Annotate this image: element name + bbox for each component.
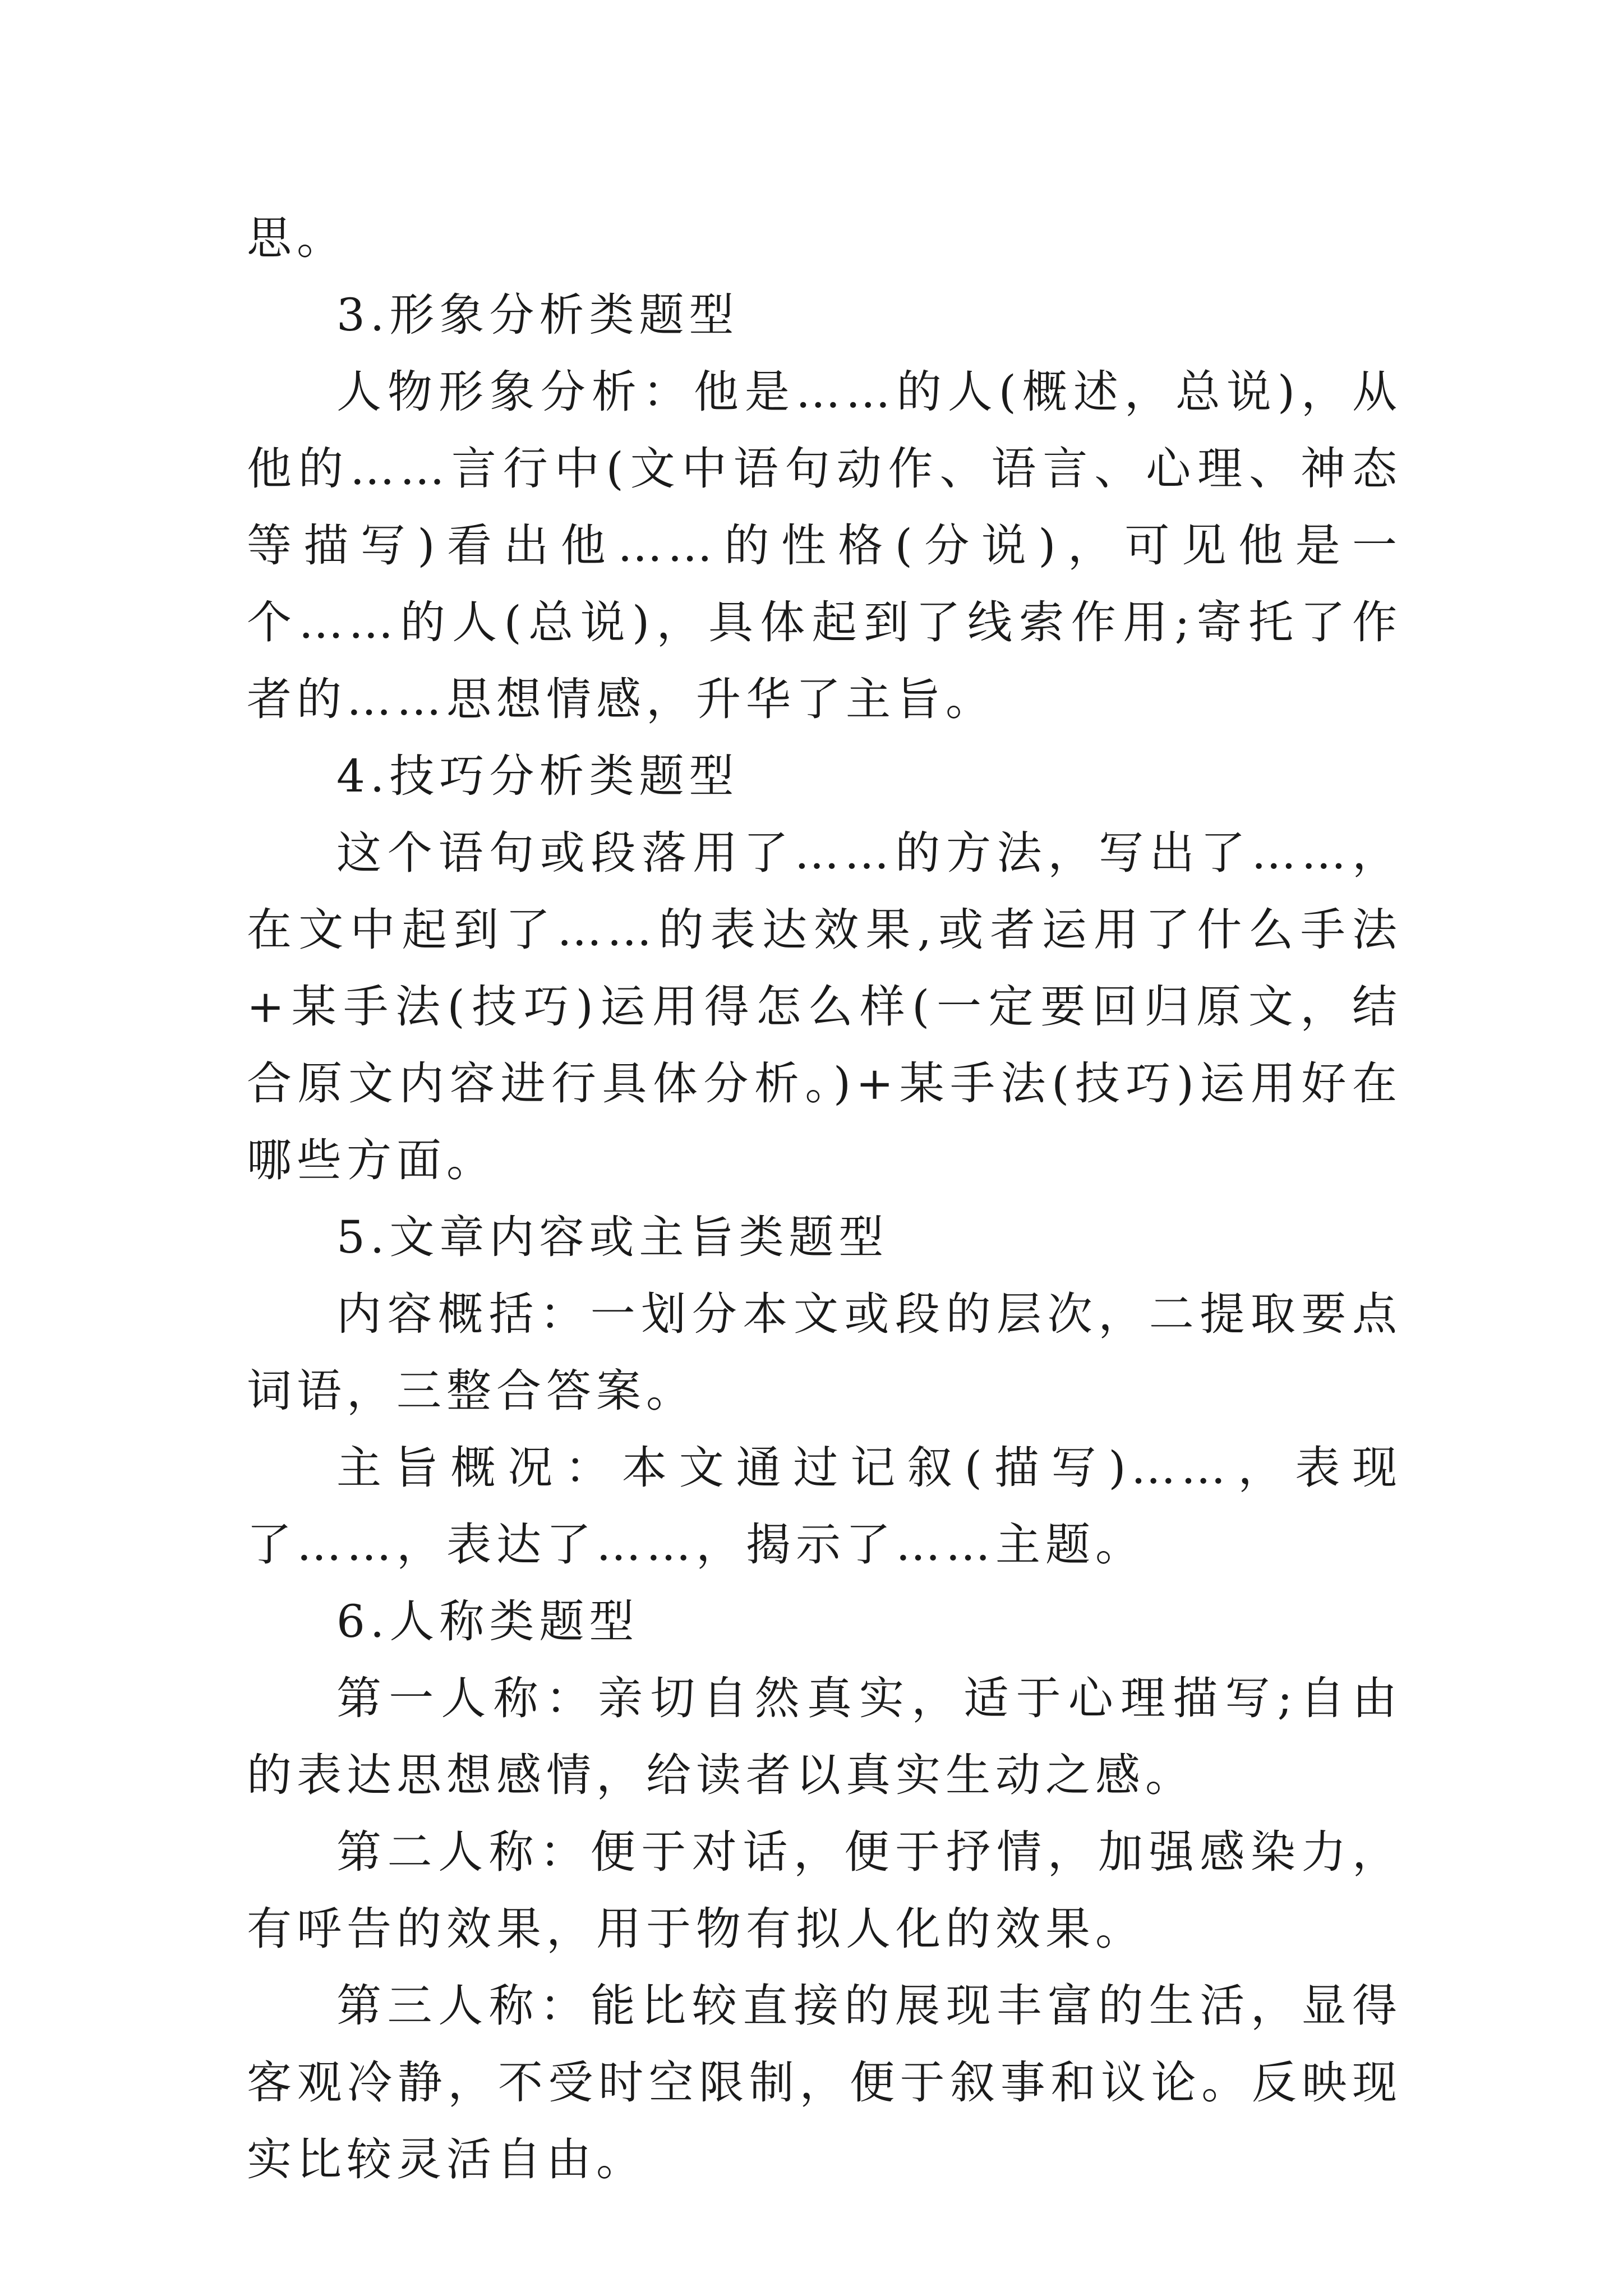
paragraph-second-person: 第二人称：便于对话，便于抒情，加强感染力，有呼告的效果，用于物有拟人化的效果。 (247, 1826, 1402, 1955)
section-heading-5: 5.文章内容或主旨类题型 (336, 1211, 889, 1263)
section-heading-6: 6.人称类题型 (336, 1595, 639, 1648)
paragraph-character-analysis: 人物形象分析：他是……的人(概述，总说)，从他的……言行中(文中语句动作、语言、心理、神态等描写)看出他……的性格(分说)，可见他是一个……的人(总说)，具体起到了线索作用;寄托了作者的……思想情感，升华了主旨。 (247, 366, 1402, 725)
section-heading-4: 4.技巧分析类题型 (336, 750, 739, 802)
paragraph-third-person: 第三人称：能比较直接的展现丰富的生活，显得客观冷静，不受时空限制，便于叙事和议论。反映现实比较灵活自由。 (247, 1980, 1402, 2185)
section-heading-3: 3.形象分析类题型 (336, 289, 739, 341)
paragraph-theme-summary: 主旨概况：本文通过记叙(描写)……，表现了……，表达了……，揭示了……主题。 (247, 1442, 1402, 1571)
lead-fragment: 思。 (247, 212, 347, 264)
document-body (247, 200, 1402, 2198)
paragraph-content-summary: 内容概括：一划分本文或段的层次，二提取要点词语，三整合答案。 (247, 1288, 1402, 1417)
paragraph-first-person: 第一人称：亲切自然真实，适于心理描写;自由的表达思想感情，给读者以真实生动之感。 (247, 1672, 1402, 1801)
paragraph-technique-analysis: 这个语句或段落用了……的方法，写出了……，在文中起到了……的表达效果,或者运用了什么手法+某手法(技巧)运用得怎么样(一定要回归原文，结合原文内容进行具体分析。)+某手法(技巧)运用好在哪些方面。 (247, 827, 1402, 1186)
